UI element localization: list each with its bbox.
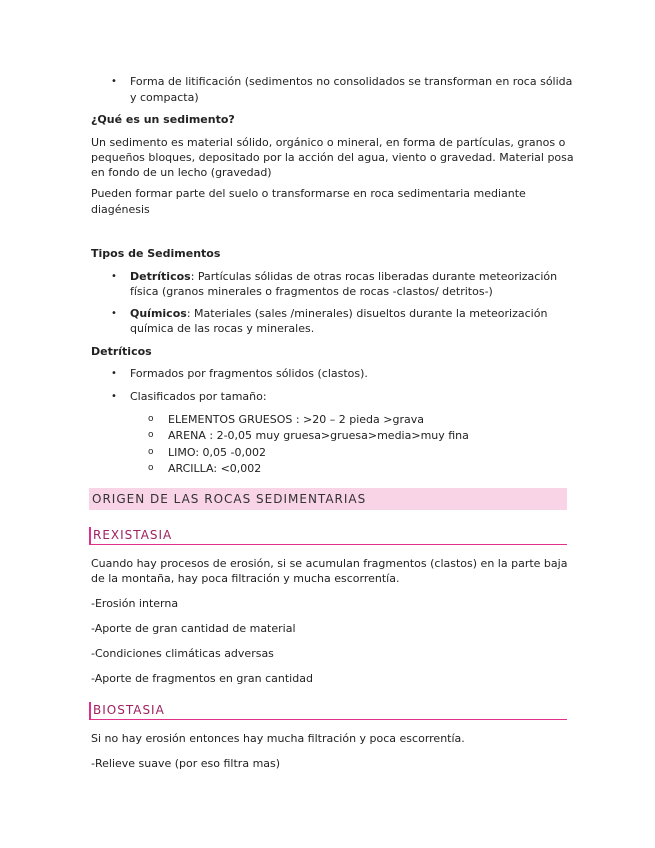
question-para1-line3: en fondo de un lecho (gravedad) xyxy=(91,166,272,179)
sub-bullet-marker: o xyxy=(148,463,154,473)
tipos-quimicos-term: Químicos xyxy=(130,307,187,320)
question-para1-line1: Un sedimento es material sólido, orgánico o mineral, en forma de partículas, granos o xyxy=(91,136,566,149)
origen-heading: ORIGEN DE LAS ROCAS SEDIMENTARIAS xyxy=(89,488,567,510)
sub-bullet-marker: o xyxy=(148,430,154,440)
rexistasia-item: -Condiciones climáticas adversas xyxy=(91,647,274,660)
rexistasia-para-line1: Cuando hay procesos de erosión, si se acumulan fragmentos (clastos) en la parte baja xyxy=(91,557,568,570)
tipos-heading: Tipos de Sedimentos xyxy=(91,247,221,260)
tipos-quimicos-line1 xyxy=(130,306,547,321)
question-para2-line2: diagénesis xyxy=(91,203,150,216)
biostasia-item: -Relieve suave (por eso filtra mas) xyxy=(91,757,281,770)
bullet-marker: • xyxy=(111,308,117,319)
rexistasia-para-line2: de la montaña, hay poca filtración y mucha escorrentía. xyxy=(91,572,400,585)
tipos-detriticos-term: Detríticos xyxy=(130,270,191,283)
bullet-marker: • xyxy=(111,271,117,282)
question-para1-line2: pequeños bloques, depositado por la acción del agua, viento o gravedad. Material posa xyxy=(91,151,574,164)
rexistasia-item: -Aporte de fragmentos en gran cantidad xyxy=(91,672,313,685)
tipos-detriticos-line2: física (granos minerales o fragmentos de rocas -clastos/ detritos-) xyxy=(130,285,493,298)
bullet-marker: • xyxy=(111,391,117,402)
size-item-gruesos: ELEMENTOS GRUESOS : >20 – 2 pieda >grava xyxy=(168,413,424,426)
detriticos-bullet1: Formados por fragmentos sólidos (clastos). xyxy=(130,367,368,380)
biostasia-para: Si no hay erosión entonces hay mucha filtración y poca escorrentía. xyxy=(91,732,465,745)
intro-bullet-line1: Forma de litificación (sedimentos no consolidados se transforman en roca sólida xyxy=(130,75,573,88)
question-heading: ¿Qué es un sedimento? xyxy=(91,113,235,126)
size-item-arena: ARENA : 2-0,05 muy gruesa>gruesa>media>muy fina xyxy=(168,429,469,442)
rexistasia-heading: REXISTASIA xyxy=(89,527,567,545)
tipos-quimicos-text: : Materiales (sales /minerales) disueltos durante la meteorización xyxy=(186,307,548,320)
detriticos-heading: Detríticos xyxy=(91,345,152,358)
tipos-detriticos-line1 xyxy=(130,269,557,284)
bullet-marker: • xyxy=(111,76,117,87)
size-item-limo: LIMO: 0,05 -0,002 xyxy=(168,446,266,459)
sub-bullet-marker: o xyxy=(148,447,154,457)
sub-bullet-marker: o xyxy=(148,414,154,424)
tipos-detriticos-text: : Partículas sólidas de otras rocas liberadas durante meteorización xyxy=(190,270,558,283)
intro-bullet-line2: y compacta) xyxy=(130,91,199,104)
question-para2-line1: Pueden formar parte del suelo o transformarse en roca sedimentaria mediante xyxy=(91,187,526,200)
rexistasia-item: -Erosión interna xyxy=(91,597,179,610)
detriticos-bullet2: Clasificados por tamaño: xyxy=(130,390,267,403)
tipos-quimicos-line2: química de las rocas y minerales. xyxy=(130,322,315,335)
rexistasia-item: -Aporte de gran cantidad de material xyxy=(91,622,296,635)
bullet-marker: • xyxy=(111,368,117,379)
size-item-arcilla: ARCILLA: <0,002 xyxy=(168,462,262,475)
biostasia-heading: BIOSTASIA xyxy=(89,702,567,720)
